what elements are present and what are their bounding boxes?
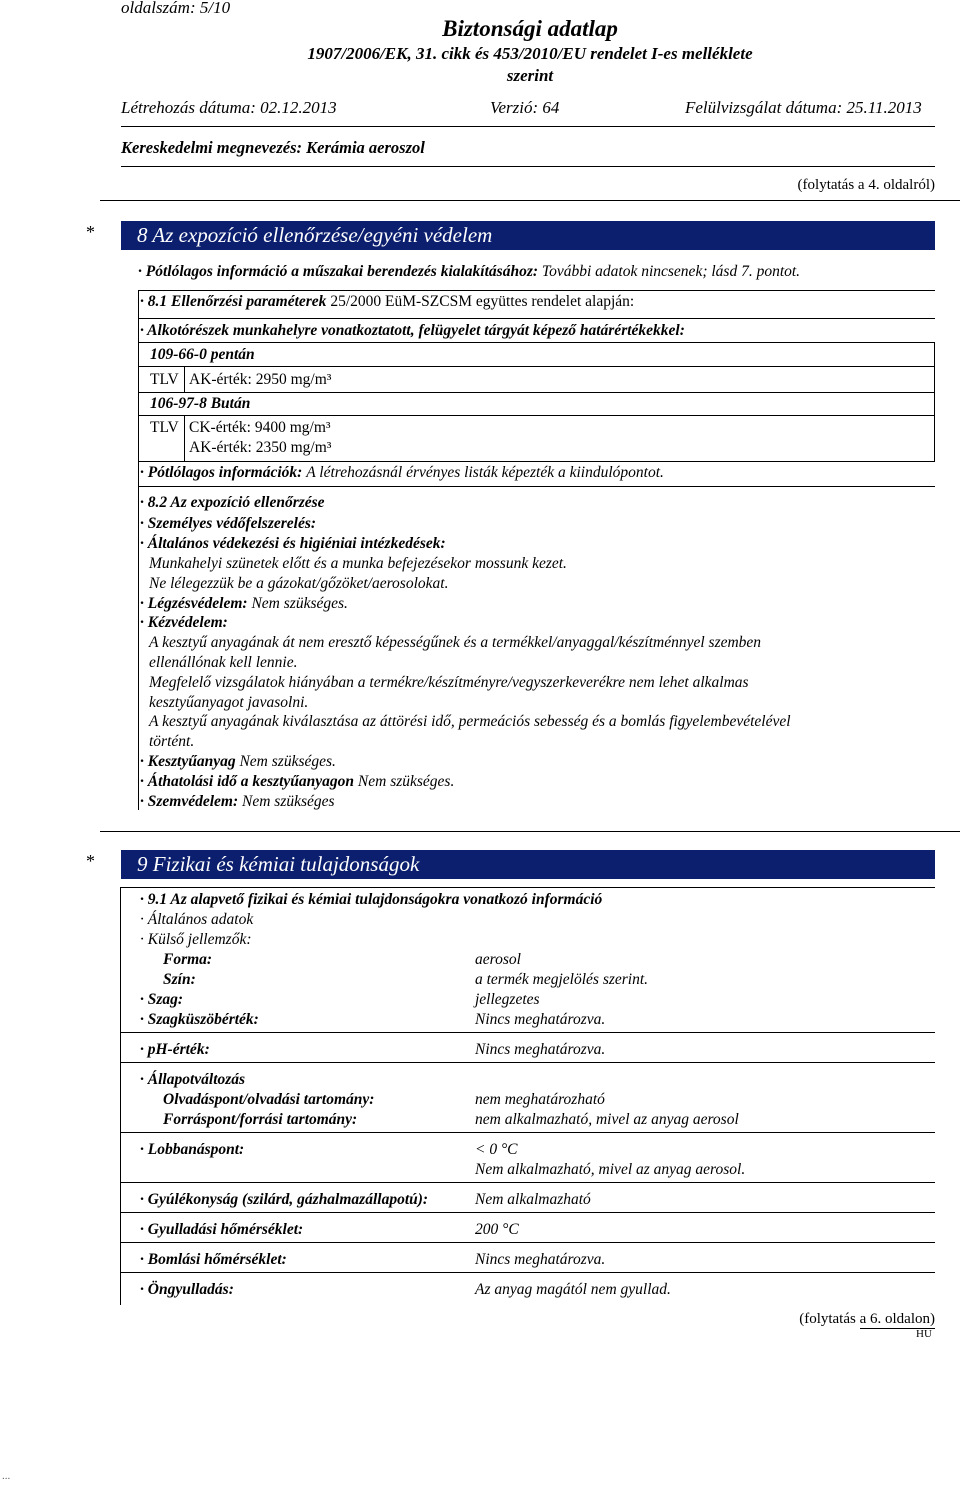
table-divider: [138, 366, 935, 367]
respiratory-label: · Légzésvédelem:: [140, 595, 248, 612]
header-divider-2: [121, 166, 935, 167]
respiratory-row: [140, 595, 348, 613]
property-label: Olvadáspont/olvadási tartomány:: [163, 1091, 375, 1108]
property-label: · Szagküszöbérték:: [140, 1011, 259, 1028]
property-label: · Öngyulladás:: [140, 1281, 234, 1298]
property-value: Nincs meghatározva.: [475, 1251, 606, 1268]
property-value: Az anyag magától nem gyullad.: [475, 1281, 671, 1298]
property-value: Nem alkalmazható, mivel az anyag aerosol.: [475, 1161, 746, 1178]
created-date: Létrehozás dátuma: 02.12.2013: [121, 98, 337, 117]
substance-value: AK-érték: 2950 mg/m³: [189, 371, 332, 388]
glove-material-row: [140, 753, 336, 771]
property-value: 200 °C: [475, 1221, 519, 1238]
substance-type: TLV: [150, 419, 179, 436]
continued-to: (folytatás a 6. oldalon): [799, 1311, 935, 1327]
property-divider: [120, 1182, 935, 1183]
corner-mark: ...: [2, 1470, 11, 1482]
glove-material-label: · Kesztyűanyag: [140, 753, 236, 770]
property-divider: [120, 1132, 935, 1133]
hand-label: · Kézvédelem:: [140, 614, 228, 631]
table-col-divider: [184, 415, 185, 462]
table-col-divider: [184, 366, 185, 392]
property-label: · Bomlási hőmérséklet:: [140, 1251, 287, 1268]
property-label: · Gyulladási hőmérséklet:: [140, 1221, 304, 1238]
ppe-label: · Személyes védőfelszerelés:: [140, 515, 317, 532]
hygiene-label: · Általános védekezési és higiéniai intézkedések:: [140, 535, 446, 552]
section9-change-marker: *: [86, 851, 95, 871]
property-value: < 0 °C: [475, 1141, 518, 1158]
document-subtitle-2: szerint: [506, 66, 554, 85]
general-data: · Általános adatok: [140, 911, 254, 928]
hand-line: A kesztyű anyagának át nem eresztő képességűnek és a termékkel/anyaggal/készítménnyel szemben: [149, 634, 762, 651]
substance-name: 106-97-8 Bután: [150, 395, 251, 412]
property-divider: [120, 1242, 935, 1243]
penetration-label: · Áthatolási idő a kesztyűanyagon: [140, 773, 355, 790]
language-code: HU: [916, 1328, 932, 1340]
hygiene-line: Munkahelyi szünetek előtt és a munka befejezésekor mossunk kezet.: [149, 555, 567, 572]
continued-from: (folytatás a 4. oldalról): [797, 177, 935, 193]
section8-title: 8 Az expozíció ellenőrzése/egyéni védelem: [137, 223, 493, 247]
section8-change-marker: *: [86, 222, 95, 242]
components-label: · Alkotórészek munkahelyre vonatkoztatott, felügyelet tárgyát képező határértékekkel:: [140, 322, 685, 339]
eye-value: Nem szükséges: [242, 793, 335, 810]
extra-info: [140, 464, 664, 482]
property-value: Nem alkalmazható: [475, 1191, 591, 1208]
substance-value: AK-érték: 2350 mg/m³: [189, 439, 332, 456]
s81-value: 25/2000 EüM-SZCSM együttes rendelet alapján:: [330, 293, 635, 310]
hand-line: Megfelelő vizsgálatok hiányában a termékre/készítményre/vegyszerkeverékre nem lehet alkalmas: [149, 674, 749, 691]
property-label: · Gyúlékonyság (szilárd, gázhalmazállapotú):: [140, 1191, 429, 1208]
substance-type: TLV: [150, 371, 179, 388]
property-divider: [120, 1272, 935, 1273]
property-value: a termék megjelölés szerint.: [475, 971, 649, 988]
hand-line: A kesztyű anyagának kiválasztása az áttörési idő, permeációs sebesség és a bomlás figyelembevételével: [149, 713, 791, 730]
revised-date: Felülvizsgálat dátuma: 25.11.2013: [685, 98, 922, 117]
hand-line: kesztyűanyagot javasolni.: [149, 694, 309, 711]
s82-divider: [138, 486, 935, 487]
property-value: Nincs meghatározva.: [475, 1011, 606, 1028]
eye-label: · Szemvédelem:: [140, 793, 239, 810]
additional-info-value: További adatok nincsenek; lásd 7. pontot.: [541, 263, 801, 280]
glove-material-value: Nem szükséges.: [239, 753, 336, 770]
table-divider: [138, 415, 935, 416]
additional-info: [138, 263, 800, 281]
property-divider: [120, 1032, 935, 1033]
property-label: · Állapotváltozás: [140, 1071, 246, 1088]
appearance-label: · Külső jellemzők:: [140, 931, 252, 948]
document-title: Biztonsági adatlap: [442, 16, 618, 41]
extra-info-value: A létrehozásnál érvényes listák képezték a kiindulópontot.: [306, 464, 664, 481]
property-divider: [120, 1062, 935, 1063]
property-value: nem alkalmazható, mivel az anyag aerosol: [475, 1111, 739, 1128]
section9-top-rule: [100, 831, 960, 832]
section8-heading: [121, 221, 935, 250]
hand-line: ellenállónak kell lennie.: [149, 654, 298, 671]
eye-row: [140, 793, 335, 811]
substance-name: 109-66-0 pentán: [150, 346, 255, 363]
extra-info-label: · Pótlólagos információk:: [140, 464, 303, 481]
hygiene-line: Ne lélegezzük be a gázokat/gőzöket/aerosolokat.: [149, 575, 449, 592]
penetration-value: Nem szükséges.: [357, 773, 455, 790]
property-value: aerosol: [475, 951, 521, 968]
header-divider: [121, 126, 935, 127]
respiratory-value: Nem szükséges.: [251, 595, 348, 612]
page-number: oldalszám: 5/10: [121, 0, 231, 17]
property-label: Forráspont/forrási tartomány:: [163, 1111, 358, 1128]
property-value: Nincs meghatározva.: [475, 1041, 606, 1058]
s81-row: [140, 293, 634, 311]
property-label: · Szag:: [140, 991, 184, 1008]
property-value: jellegzetes: [475, 991, 540, 1008]
section9-title: 9 Fizikai és kémiai tulajdonságok: [137, 852, 420, 876]
trade-name: Kereskedelmi megnevezés: Kerámia aeroszol: [121, 138, 425, 157]
s81-label: · 8.1 Ellenőrzési paraméterek: [140, 293, 327, 310]
document-subtitle: 1907/2006/EK, 31. cikk és 453/2010/EU rendelet I-es melléklete: [307, 44, 753, 63]
property-label: Szín:: [163, 971, 196, 988]
s91-title: · 9.1 Az alapvető fizikai és kémiai tulajdonságokra vonatkozó információ: [140, 891, 603, 908]
property-label: · pH-érték:: [140, 1041, 210, 1058]
version: Verzió: 64: [490, 98, 560, 117]
substance-value: CK-érték: 9400 mg/m³: [189, 419, 331, 436]
property-label: Forma:: [163, 951, 213, 968]
s81-divider: [138, 318, 935, 319]
s82-title: · 8.2 Az expozíció ellenőrzése: [140, 494, 325, 511]
additional-info-label: · Pótlólagos információ a műszakai berendezés kialakításához:: [138, 263, 539, 280]
property-label: · Lobbanáspont:: [140, 1141, 245, 1158]
hand-line: történt.: [149, 733, 195, 750]
section8-top-rule: [100, 200, 960, 201]
property-divider: [120, 1212, 935, 1213]
property-value: nem meghatározható: [475, 1091, 605, 1108]
section9-heading: [121, 850, 935, 879]
penetration-row: [140, 773, 454, 791]
table-divider: [138, 392, 935, 393]
